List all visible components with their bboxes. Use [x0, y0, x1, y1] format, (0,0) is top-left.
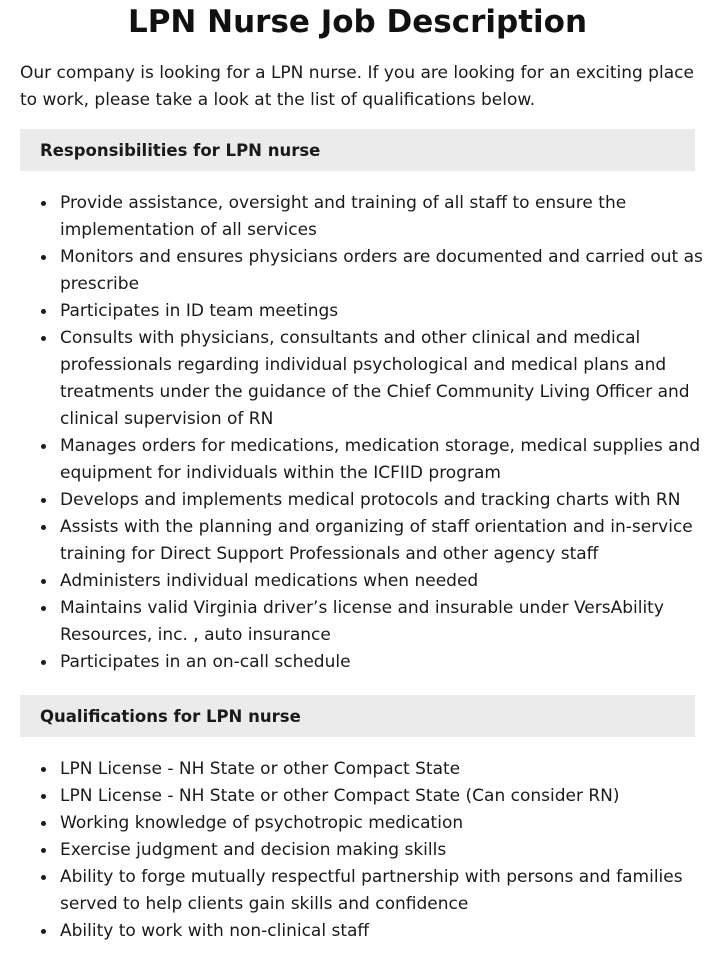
list-item: Manages orders for medications, medication storage, medical supplies and equipment for individuals within the ICFIID program	[60, 433, 705, 487]
list-item: Administers individual medications when needed	[60, 568, 705, 595]
responsibilities-list	[20, 190, 705, 676]
list-item: Provide assistance, oversight and training of all staff to ensure the implementation of all services	[60, 190, 705, 244]
responsibilities-heading: Responsibilities for LPN nurse	[40, 140, 321, 160]
list-item: Maintains valid Virginia driver’s license and insurable under VersAbility Resources, inc. , auto insurance	[60, 595, 705, 649]
page-title: LPN Nurse Job Description	[127, 4, 588, 40]
intro-paragraph: Our company is looking for a LPN nurse. If you are looking for an exciting place to work, please take a look at the list of qualifications below.	[20, 63, 694, 110]
list-item: Monitors and ensures physicians orders are documented and carried out as prescribe	[60, 244, 705, 298]
responsibilities-section-header	[20, 129, 695, 171]
list-item: Participates in an on-call schedule	[60, 649, 705, 676]
list-item: LPN License - NH State or other Compact State	[60, 756, 705, 783]
list-item: Develops and implements medical protocols and tracking charts with RN	[60, 487, 705, 514]
list-item: LPN License - NH State or other Compact State (Can consider RN)	[60, 783, 705, 810]
qualifications-heading: Qualifications for LPN nurse	[40, 706, 301, 726]
list-item: Ability to work with non-clinical staff	[60, 918, 705, 945]
list-item: Participates in ID team meetings	[60, 298, 705, 325]
list-item: Ability to forge mutually respectful partnership with persons and families served to help clients gain skills and confidence	[60, 864, 705, 918]
list-item: Consults with physicians, consultants and other clinical and medical professionals regarding individual psychological and medical plans and treatments under the guidance of the Chief Community Living Officer and clinical supervision of RN	[60, 325, 705, 433]
list-item: Assists with the planning and organizing of staff orientation and in-service training for Direct Support Professionals and other agency staff	[60, 514, 705, 568]
list-item: Working knowledge of psychotropic medication	[60, 810, 705, 837]
list-item: Exercise judgment and decision making skills	[60, 837, 705, 864]
qualifications-list	[20, 756, 705, 945]
qualifications-section-header	[20, 695, 695, 737]
